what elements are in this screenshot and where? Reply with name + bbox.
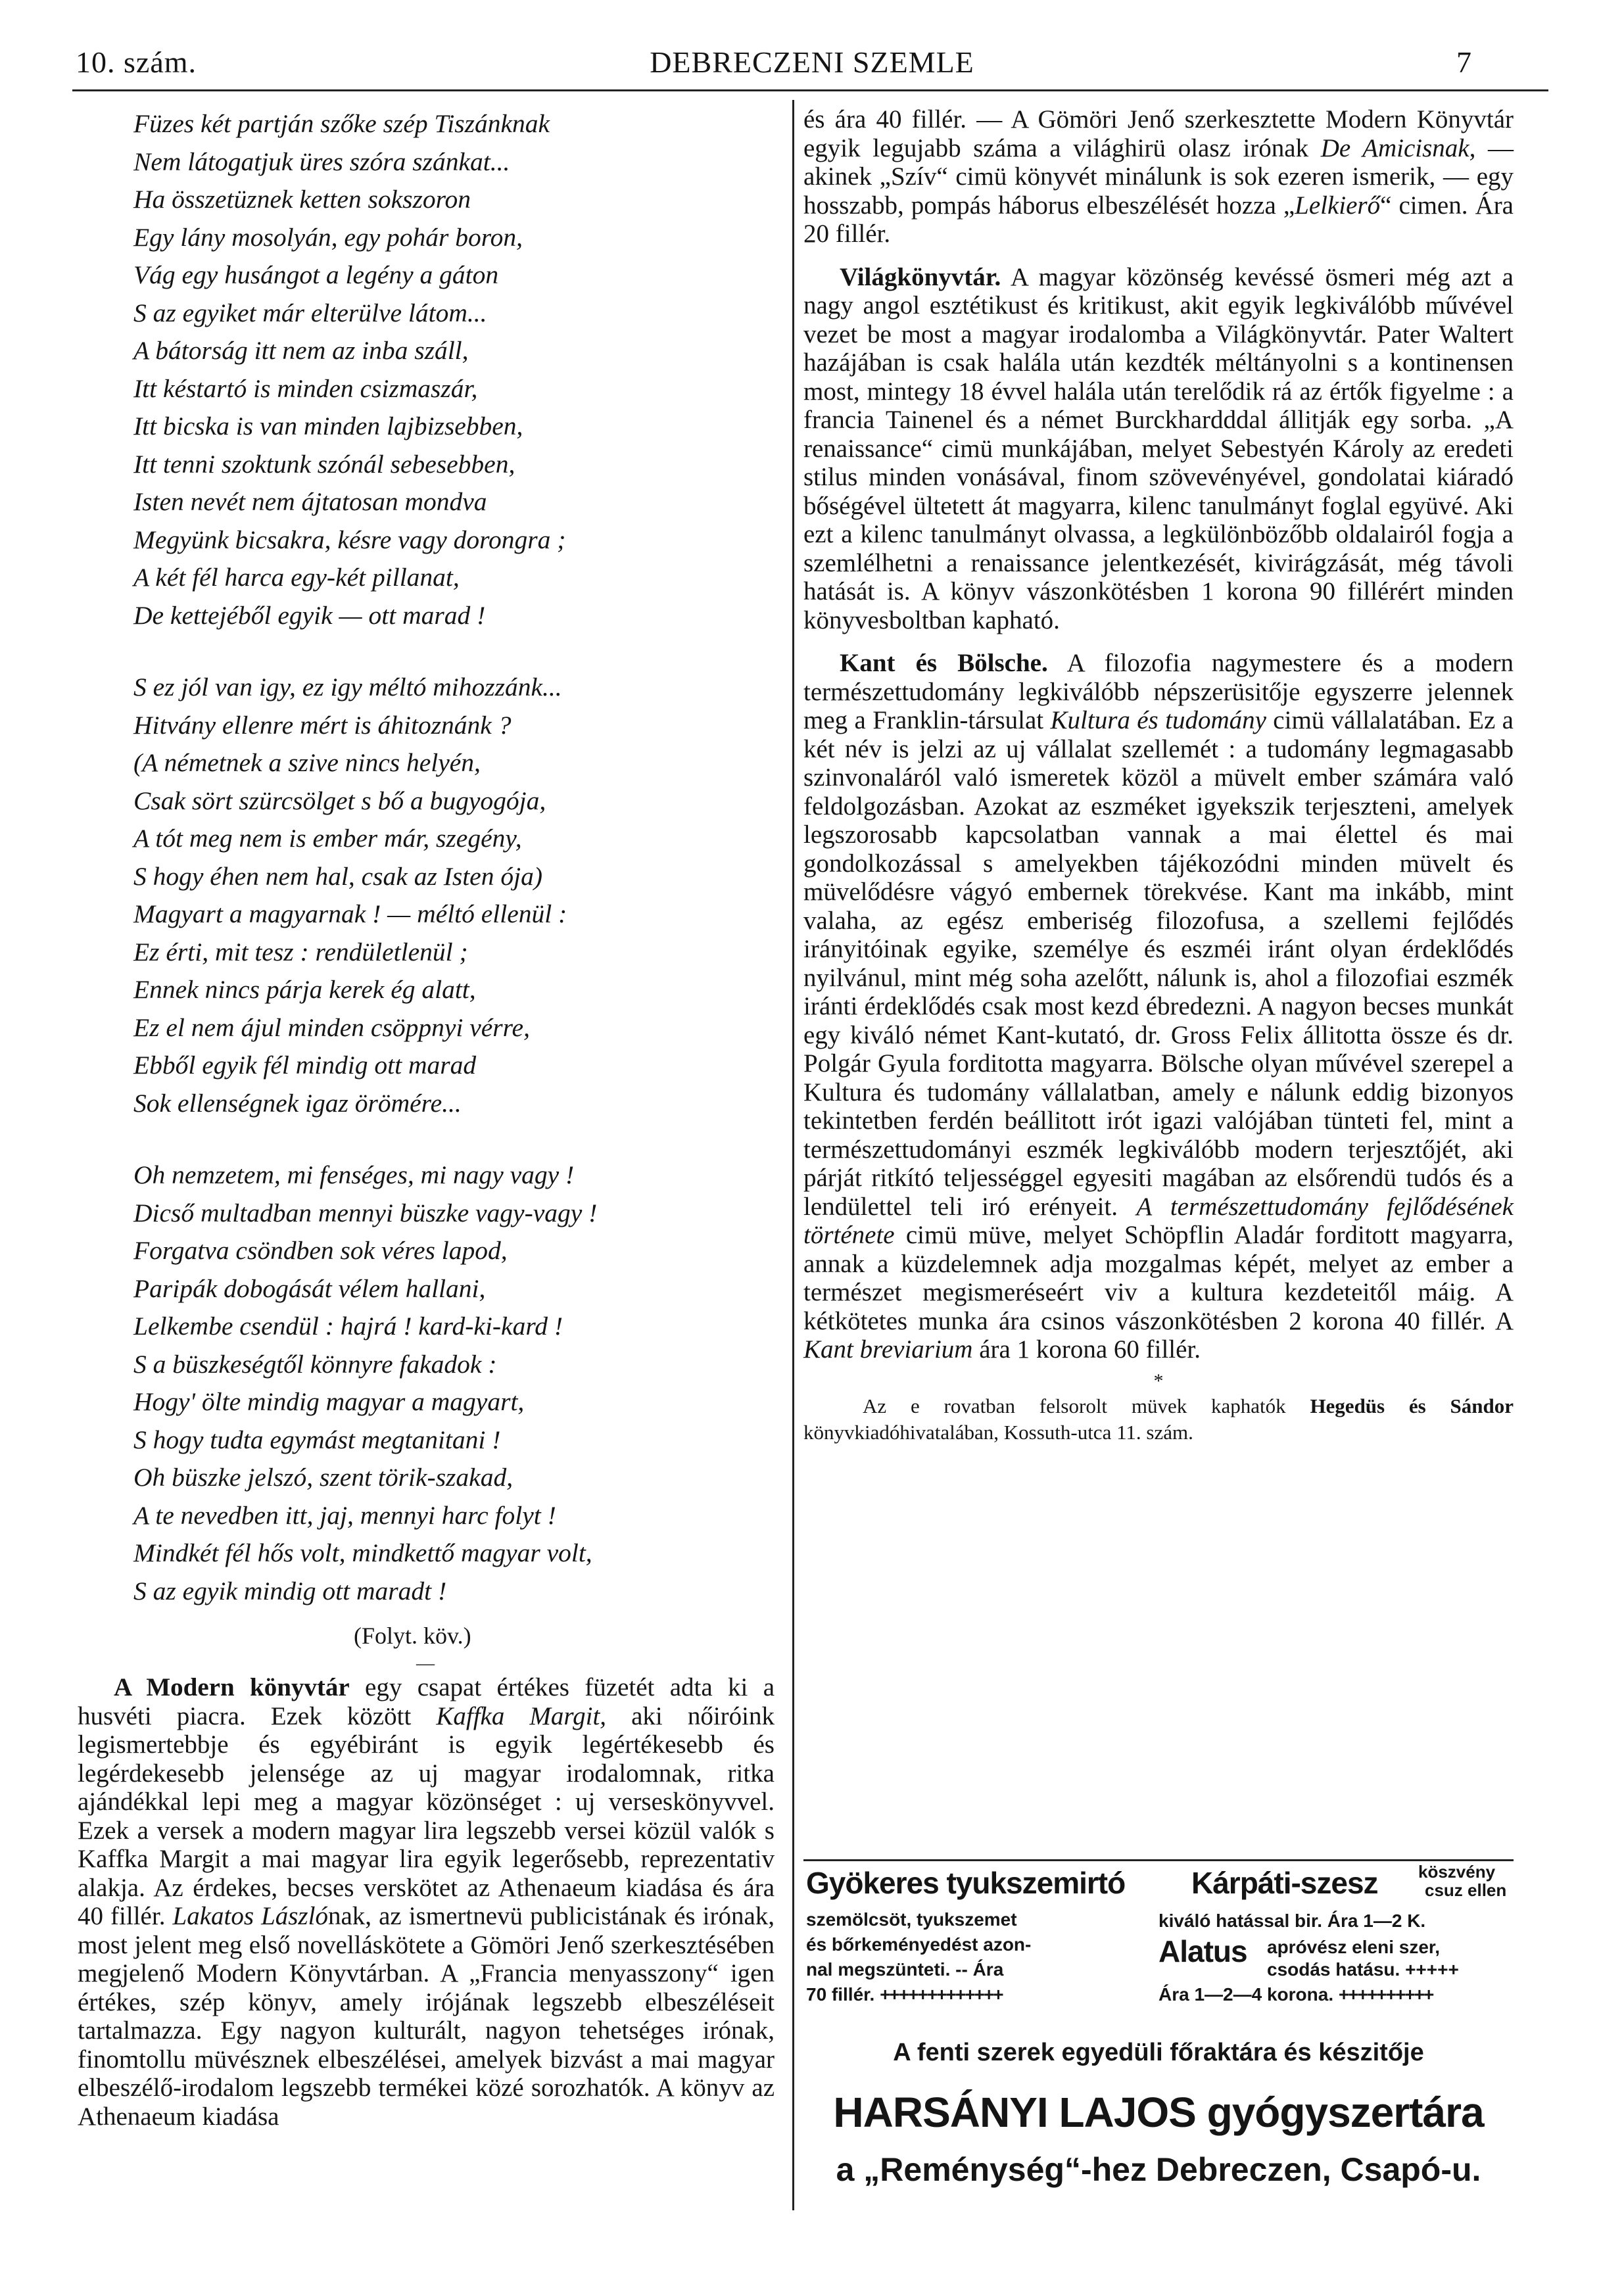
article-heading: Kant és Bölsche.	[840, 649, 1048, 677]
article-text: A magyar közönség kevéssé ösmeri még azt a nagy angol esztétikust és kritikust, akit egyik legkiválóbb művével vezet be most a magyar irodalomba a Világkönyvtár. Pater Waltert hazájában is csak halála után kezdték méltányolni s a kontinensen most, mintegy 18 évvel halála után terelődik rá az értők figyelme : a francia Tainenel és a német Burckhardddal állitják egy sorba. „A renaissance“ cimü munkájában, melyet Sebestyén Károly az eredeti stilus minden vonásával, finom szövevényével, gondolatai kiáradó bőségével ültetett át magyarra, kilenc tanulmányt foglal együvé. Aki ezt a kilenc tanulmányt olvassa, a legkülönbözőbb oldalairól fogja a szemlélhetni a renaissance jelentkezését, kivirágzását, még távoli hatását is. A könyv vászonkötésben 1 korona 90 fillérért minden könyvesboltban kapható.	[803, 262, 1514, 634]
poem-line: Isten nevét nem ájtatosan mondva	[133, 487, 487, 516]
poem-line: A te nevedben itt, jaj, mennyi harc folyt !	[133, 1500, 556, 1530]
poem-stanza-1	[133, 105, 775, 634]
article-text: — akinek „Szív“ cimü könyvét minálunk is sok ezeren ismerik, — egy hosszabb, pompás háborus elbeszélését hozza „	[803, 133, 1514, 220]
ad-firm-name: HARSÁNYI LAJOS gyógyszertára	[833, 2089, 1484, 2136]
poem-stanza-2	[133, 669, 775, 1122]
poem-line: Hogy' ölte mindig magyar a magyart,	[133, 1387, 525, 1416]
publication-title: DEBRECZENI SZEMLE	[650, 45, 974, 79]
poem-line: Ha összetüznek ketten sokszoron	[133, 185, 471, 214]
article-emphasis: Kant breviarium	[803, 1335, 973, 1364]
article-emphasis: Kaffka Margit,	[436, 1701, 607, 1730]
ad-ornament: ++++++++++	[1338, 1984, 1433, 2005]
column-divider	[792, 100, 794, 2210]
poem-line: Forgatva csöndben sok véres lapod,	[133, 1236, 508, 1265]
poem-line: S hogy tudta egymást megtanitani !	[133, 1425, 501, 1454]
poem-line: A tót meg nem is ember már, szegény,	[133, 824, 522, 853]
poem-line: Oh büszke jelszó, szent törik-szakad,	[133, 1463, 513, 1492]
poem-line: (A németnek a szive nincs helyén,	[133, 748, 481, 777]
ad-address: a „Reménység“-hez Debreczen, Csapó-u.	[836, 2151, 1481, 2188]
article-emphasis: A természettudomány fejlődésének története	[803, 1192, 1514, 1249]
poem-line: S az egyik mindig ott maradt !	[133, 1576, 447, 1605]
ad-product-tyukszemirto: Gyökeres tyukszemirtó	[806, 1866, 1126, 1900]
poem-line: Itt bicska is van minden lajbizsebben,	[133, 412, 523, 440]
poem-line: Oh nemzetem, mi fenséges, mi nagy vagy !	[133, 1160, 575, 1189]
right-column	[803, 105, 1514, 1446]
note-text: Az e rovatban felsorolt müvek kaphatók	[863, 1394, 1310, 1417]
article-emphasis: Lelkierő	[1295, 191, 1381, 220]
left-column	[78, 105, 775, 2131]
article-text: ára 1 korona 60 fillér.	[972, 1335, 1201, 1364]
poem-line: Füzes két partján szőke szép Tiszánknak	[133, 109, 550, 138]
ad-ornament: +++++++++++++	[880, 1984, 1003, 2005]
article-text: nak, az ismertnevü publicistának és irónak, most jelent meg első novelláskötete a Gömöri Jenő szerkesztésében megjelenő Modern Könyvtárban. A „Francia menyasszony“ igen értékes, szép könyv, amely irójának legszebb elbeszéléseit tartalmazza. Egy nagyon kulturált, nagyon tehetséges irónak, finomtollu müvésznek elbeszélései, amelyek bizvást a mai magyar elbeszélő-irodalom legszebb termékei közé sorozhatók. A könyv az Athenaeum kiadása	[78, 1902, 775, 2131]
poem-line: Megyünk bicsakra, késre vagy dorongra ;	[133, 525, 566, 554]
poem-line: Ez érti, mit tesz : rendületlenül ;	[133, 937, 468, 966]
ad-product-tag: köszvény	[1418, 1862, 1496, 1882]
article-text: “ cimen. Ára 20 fillér.	[803, 191, 1514, 248]
ad-price-text: Ára 1—2—4 korona.	[1158, 1984, 1334, 2005]
ad-tagline: A fenti szerek egyedüli főraktára és készitője	[893, 2039, 1424, 2066]
article-emphasis: Lakatos László	[172, 1902, 328, 1930]
ad-product-alatus: Alatus	[1158, 1934, 1247, 1968]
poem-line: Paripák dobogását vélem hallani,	[133, 1273, 486, 1303]
ad-product-tag: csuz ellen	[1425, 1880, 1507, 1900]
note-text: könyvkiadóhivatalában, Kossuth-utca 11. szám.	[803, 1420, 1193, 1444]
ad-price-text: 70 fillér.	[806, 1984, 875, 2005]
poem-line: Lelkembe csendül : hajrá ! kard-ki-kard !	[133, 1312, 563, 1341]
article-heading: Világkönyvtár.	[840, 262, 1001, 291]
ad-product-karpati-szesz: Kárpáti-szesz	[1191, 1866, 1378, 1900]
poem-line: Ebből egyik fél mindig ott marad	[133, 1051, 477, 1080]
poem	[133, 105, 775, 1610]
poem-line: Sok ellenségnek igaz örömére...	[133, 1088, 462, 1118]
article-vilagkonyvtar	[803, 263, 1514, 635]
ad-product-description: szemölcsöt, tyukszemet	[806, 1909, 1017, 1930]
ad-product-description: és bőrkeményedést azon-	[806, 1934, 1032, 1955]
header-rule	[72, 89, 1548, 91]
page-header	[0, 45, 1624, 91]
poem-line: S hogy éhen nem hal, csak az Isten ója)	[133, 861, 542, 891]
poem-line: S ez jól van igy, ez igy méltó mihozzánk...	[133, 673, 562, 701]
poem-line: De kettejéből egyik — ott marad !	[133, 600, 486, 630]
poem-stanza-3	[133, 1156, 775, 1610]
article-text: A filozofia nagymestere és a modern természettudomány legkiválóbb népszerüsitője egyszerre jelennek meg a Franklin-társulat	[803, 649, 1514, 734]
article-modern-konyvtar	[78, 1673, 775, 2131]
article-kant-bolsche	[803, 649, 1514, 1364]
article-text: és ára 40 fillér. — A Gömöri Jenő szerkesztette Modern Könyvtár egyik legujabb száma a világhirü olasz irónak	[803, 105, 1514, 162]
poem-line: Ez el nem ájul minden csöppnyi vérre,	[133, 1012, 530, 1042]
poem-line: Ennek nincs párja kerek ég alatt,	[133, 975, 476, 1004]
article-text: egy csapat értékes füzetét adta ki a husvéti piacra. Ezek között	[78, 1673, 775, 1730]
issue-number: 10. szám.	[76, 45, 197, 79]
ad-product-description: csodás hatásu. +++++	[1267, 1959, 1459, 1980]
section-separator: —	[416, 1653, 435, 1674]
ad-product-price	[806, 1982, 1003, 2007]
advertisement	[803, 1859, 1514, 2203]
poem-line: A bátorság itt nem az inba száll,	[133, 336, 469, 365]
article-modern-konyvtar-continued	[803, 105, 1514, 249]
ad-product-description: nal megszünteti. -- Ára	[806, 1959, 1004, 1980]
poem-line: Nem látogatjuk üres szóra szánkat...	[133, 147, 510, 176]
poem-line: Egy lány mosolyán, egy pohár boron,	[133, 222, 523, 252]
page-number: 7	[1456, 45, 1472, 79]
poem-line: A két fél harca egy-két pillanat,	[133, 563, 460, 592]
article-text: cimü vállalatában. Ez a két név is jelzi az uj vállalat szellemét : a tudomány legmagasabb szinvonaláról való ismeretek közöl a müvelt ember számára való feldolgozásban. Azokat az eszméket igyekszik terjeszteni, amelyek legszorosabb kapcsolatban vannak a mai élettel és mai gondolkozással s amelyekben tájékozódni minden müvelt és müvelődésre vágyó embernek törekvése. Kant ma inkább, mint valaha, az egész emberiség filozofusa, a szellemi fejlődés irányitóinak egyike, személye és eszméi iránt olyan érdeklődés nyilvánul, mint még soha azelőtt, nálunk is, ahol a filozofiai eszmék iránti érdeklődés csak most kezd ébredezni. A nagyon becses munkát egy kiváló német Kant-kutató, dr. Gross Felix állitotta össze és dr. Polgár Gyula forditotta magyarra. Bölsche olyan művével szerepel a Kultura és tudomány vállalatban, amely e nálunk eddig bizonyos tekintetben ferdén beállitott irót igazi valójában tünteti fel, mint a természettudományi eszmék legkiválóbb modern terjesztőjét, aki párját ritkító teljességgel egyesiti magában az elsőrendü tudós és a lendülettel teli iró erényeit.	[803, 706, 1514, 1221]
article-emphasis: De Amicisnak,	[1320, 133, 1476, 162]
poem-line: Csak sört szürcsölget s bő a bugyogója,	[133, 786, 546, 815]
ad-product-description: apróvész eleni szer,	[1267, 1937, 1441, 1957]
article-text: cimü müve, melyet Schöpflin Aladár forditott magyarra, annak a küzdelemnek adja mozgalmas képét, melyet az ember a természet megismeréseért viv a kultura kezdeteitől máig. A kétkötetes munka ára csinos vászonkötésben 2 korona 40 fillér. A	[803, 1221, 1514, 1335]
article-text: aki nőiróink legismertebbje és egyébiránt is egyik legértékesebb és legérdekesebb jelensége az uj magyar irodalomnak, ritka ajándékkal lepi meg a magyar közönséget : uj verseskönyvvel. Ezek a versek a modern magyar lira legszebb versei közül valók s Kaffka Margit a mai magyar lira egyik legerősebb, reprezentativ alakja. Az érdekes, becses verskötet az Athenaeum kiadása és ára 40 fillér.	[78, 1701, 775, 1930]
poem-line: Magyart a magyarnak ! — méltó ellenül :	[133, 899, 567, 928]
note-publisher: Hegedüs és Sándor	[1310, 1394, 1514, 1417]
ad-product-price	[1158, 1982, 1433, 2007]
poem-line: Mindkét fél hős volt, mindkettő magyar volt,	[133, 1538, 592, 1567]
availability-note	[803, 1393, 1514, 1446]
poem-line: Hitvány ellenre mért is áhitoznánk ?	[133, 710, 512, 740]
poem-line: Dicső multadban mennyi büszke vagy-vagy !	[133, 1198, 598, 1227]
article-heading: A Modern könyvtár	[114, 1673, 350, 1701]
continued-note: (Folyt. köv.)	[354, 1623, 471, 1649]
asterisk-separator: *	[1153, 1369, 1164, 1392]
poem-line: Vág egy husángot a legény a gáton	[133, 260, 499, 289]
article-emphasis: Kultura és tudomány	[1050, 706, 1266, 734]
poem-line: S az egyiket már elterülve látom...	[133, 298, 487, 327]
poem-line: Itt tenni szoktunk szónál sebesebben,	[133, 449, 515, 479]
poem-line: S a büszkeségtől könnyre fakadok :	[133, 1349, 497, 1379]
ad-product-description: kiváló hatással bir. Ára 1—2 K.	[1158, 1911, 1426, 1931]
poem-line: Itt késtartó is minden csizmaszár,	[133, 373, 478, 403]
